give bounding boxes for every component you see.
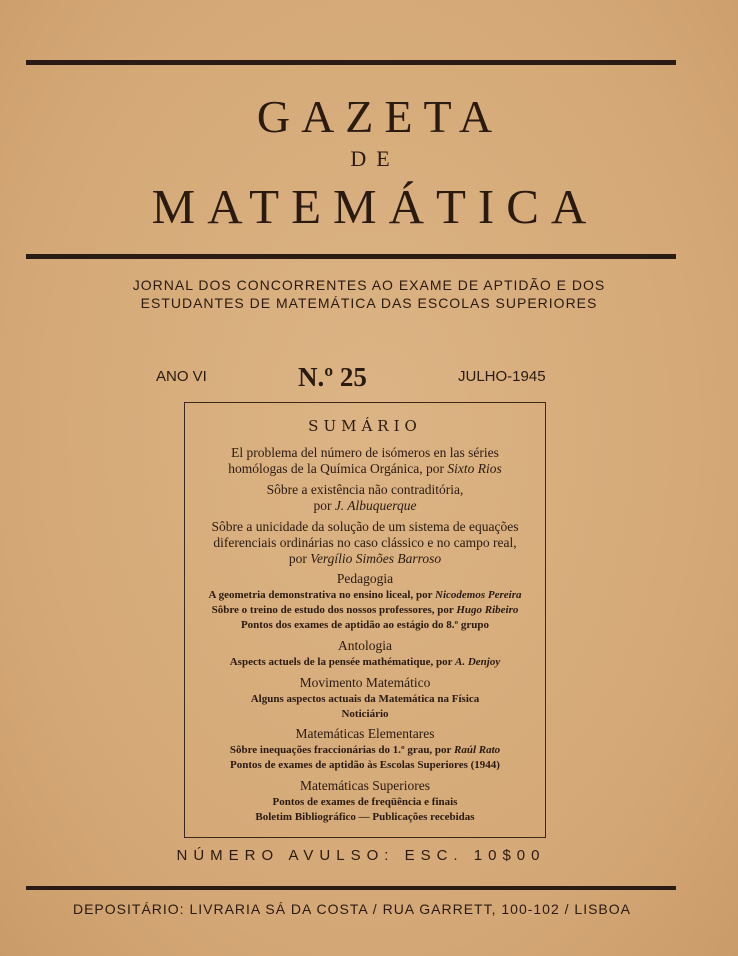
section-heading-antologia: Antologia — [338, 638, 392, 653]
item-text: Sôbre o treino de estudo dos nossos professores, por — [211, 604, 457, 616]
item-text: Pontos de exames de freqüência e finais — [272, 796, 458, 808]
list-item — [185, 758, 545, 773]
summary-box — [184, 402, 546, 838]
list-item — [185, 795, 545, 810]
list-item — [185, 588, 545, 603]
summary-heading: SUMÁRIO — [308, 417, 422, 435]
item-text: Boletim Bibliográfico — Publicações recebidas — [255, 811, 475, 823]
article-2-line-2 — [185, 498, 545, 514]
article-3-line-2: diferenciais ordinárias no caso clássico e no campo real, — [213, 535, 517, 550]
journal-subtitle — [0, 276, 738, 312]
issue-date: JULHO-1945 — [458, 368, 546, 385]
item-text: Sôbre inequações fraccionárias do 1.º grau, por — [229, 744, 454, 756]
item-text: A geometria demonstrativa no ensino liceal, por — [208, 589, 436, 601]
article-1-text: homólogas de la Química Orgánica, por — [228, 461, 448, 476]
journal-title-gazeta: GAZETA — [256, 91, 504, 142]
item-author: A. Denjoy — [455, 656, 501, 668]
issue-year: ANO VI — [156, 368, 207, 385]
article-3-text: por — [288, 551, 311, 566]
journal-title-de: DE — [350, 146, 400, 171]
article-1-line-1: El problema del número de isómeros en las séries — [231, 445, 499, 460]
list-item — [185, 707, 545, 722]
section-heading-superiores: Matemáticas Superiores — [299, 778, 431, 793]
list-item — [185, 692, 545, 707]
top-rule — [26, 60, 676, 65]
article-3 — [185, 519, 545, 567]
issue-number: N.º 25 — [298, 362, 367, 392]
article-3-line-1: Sôbre a unicidade da solução de um sistema de equações — [211, 519, 519, 534]
list-item — [185, 655, 545, 670]
article-1 — [185, 445, 545, 477]
depositary-line: DEPOSITÁRIO: LIVRARIA SÁ DA COSTA / RUA GARRETT, 100-102 / LISBOA — [72, 901, 631, 917]
article-2-text: por — [313, 498, 335, 513]
article-2 — [185, 482, 545, 514]
item-text: Noticiário — [341, 708, 389, 720]
price-line: NÚMERO AVULSO: ESC. 10$00 — [176, 847, 546, 864]
section-heading-elementares: Matemáticas Elementares — [295, 726, 435, 741]
article-3-line-3 — [185, 551, 545, 567]
section-heading-pedagogia: Pedagogia — [336, 571, 394, 586]
subtitle-line-2: ESTUDANTES DE MATEMÁTICA DAS ESCOLAS SUPERIORES — [140, 295, 598, 311]
item-text: Pontos de exames de aptidão às Escolas Superiores (1944) — [230, 759, 500, 771]
item-text: Pontos dos exames de aptidão ao estágio do 8.º grupo — [240, 619, 490, 631]
list-item — [185, 618, 545, 633]
list-item — [185, 743, 545, 758]
article-1-line-2 — [185, 461, 545, 477]
issue-info-row — [0, 362, 738, 392]
item-author: Raúl Rato — [454, 744, 501, 756]
item-text: Aspects actuels de la pensée mathématique, por — [229, 656, 456, 668]
article-2-author: J. Albuquerque — [334, 498, 417, 513]
item-author: Hugo Ribeiro — [456, 604, 519, 616]
item-author: Nicodemos Pereira — [435, 589, 522, 601]
bottom-rule — [26, 886, 676, 890]
subtitle-line-1: JORNAL DOS CONCORRENTES AO EXAME DE APTIDÃO E DOS — [132, 277, 606, 293]
journal-title-matematica: MATEMÁTICA — [151, 179, 599, 234]
article-3-author: Vergílio Simões Barroso — [310, 551, 442, 566]
article-2-line-1: Sôbre a existência não contraditória, — [266, 482, 464, 497]
item-text: Alguns aspectos actuais da Matemática na Física — [250, 693, 480, 705]
list-item — [185, 810, 545, 825]
middle-rule — [26, 254, 676, 259]
section-heading-movimento: Movimento Matemático — [299, 675, 431, 690]
list-item — [185, 603, 545, 618]
article-1-author: Sixto Rios — [447, 461, 502, 476]
